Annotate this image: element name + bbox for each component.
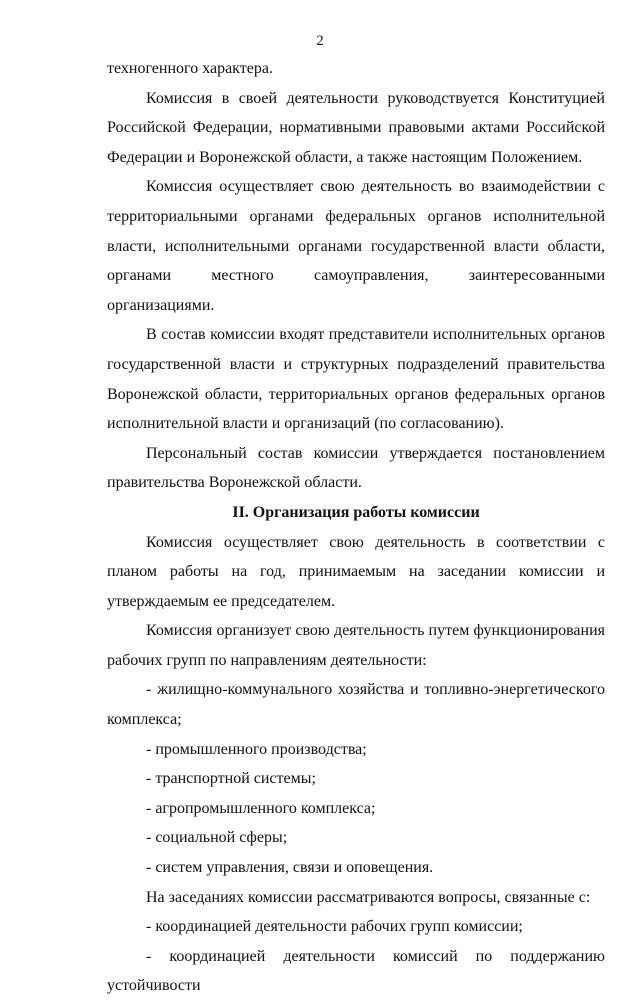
document-body <box>107 54 605 1001</box>
paragraph-interaction: Комиссия осуществляет свою деятельность во взаимодействии с территориальными органами федеральных органов исполнительной власти, исполнительными органами государственной власти области, органами местного самоуправления, заинтересованными организациями. <box>107 178 605 314</box>
paragraph-meeting-intro: На заседаниях комиссии рассматриваются вопросы, связанные с: <box>146 888 591 906</box>
list-item-working-group: - систем управления, связи и оповещения. <box>146 859 434 877</box>
paragraph-working-groups-intro: Комиссия организует свою деятельность путем функционирования рабочих групп по направлениям деятельности: <box>107 622 605 669</box>
list-item-meeting-topic: - координацией деятельности комиссий по поддержанию устойчивости <box>107 947 605 995</box>
paragraph-continuation: техногенного характера. <box>107 60 273 77</box>
list-item-working-group: - промышленного производства; <box>146 740 367 758</box>
list-item-working-group: - социальной сферы; <box>146 829 288 847</box>
paragraph-personnel: Персональный состав комиссии утверждается постановлением правительства Воронежской области. <box>107 444 605 492</box>
list-item-meeting-topic: - координацией деятельности рабочих групп комиссии; <box>146 918 523 936</box>
paragraph-composition: В состав комиссии входят представители исполнительных органов государственной власти и структурных подразделений правительства Воронежской области, территориальных органов федеральных органов исполнительной власти и организаций (по согласованию). <box>107 326 605 433</box>
list-item-working-group: - жилищно-коммунального хозяйства и топливно-энергетического комплекса; <box>107 681 605 729</box>
page-number: 2 <box>316 33 324 49</box>
paragraph-legal-basis: Комиссия в своей деятельности руководствуется Конституцией Российской Федерации, нормативными правовыми актами Российской Федерации и Воронежской области, а также настоящим Положением. <box>107 89 605 166</box>
paragraph-work-plan: Комиссия осуществляет свою деятельность в соответствии с планом работы на год, принимаемым на заседании комиссии и утверждаемым ее председателем. <box>107 533 605 610</box>
list-item-working-group: - агропромышленного комплекса; <box>146 799 376 817</box>
list-item-working-group: - транспортной системы; <box>146 770 316 788</box>
section-heading: II. Организация работы комиссии <box>232 503 480 521</box>
